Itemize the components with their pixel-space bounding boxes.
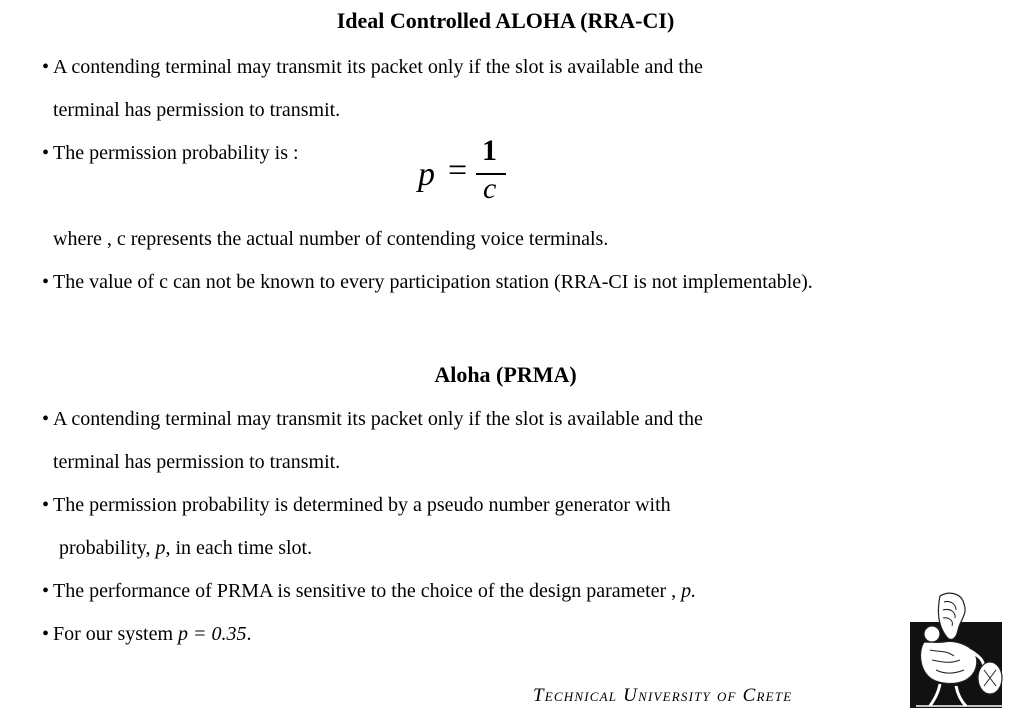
section1-bullet-2 (42, 141, 299, 165)
section1-bullet-1 (42, 55, 703, 79)
section2-line2: The permission probability is determined by a pseudo number generator with (53, 494, 671, 516)
bullet-icon: • (42, 580, 50, 602)
section2-bullet-1 (42, 407, 703, 431)
section2-line2-cont-b: , in each time slot. (165, 537, 313, 559)
section2-line1: A contending terminal may transmit its packet only if the slot is available and the (53, 408, 703, 430)
university-name: Technical University of Crete (533, 685, 793, 706)
bullet-icon: • (42, 56, 50, 78)
section2-line4-b: . (246, 623, 252, 645)
bullet-icon: • (42, 623, 50, 645)
section1-line1: A contending terminal may transmit its packet only if the slot is available and the (53, 56, 703, 78)
section2-bullet-3 (42, 579, 696, 603)
winged-figure-logo-icon (910, 590, 1016, 710)
section2-line2-continuation (59, 536, 312, 560)
section2-line1-continuation: terminal has permission to transmit. (53, 451, 341, 473)
section1-bullet-3 (42, 270, 813, 294)
parameter-p: p (155, 537, 166, 559)
system-p-value: p = 0.35 (178, 623, 247, 645)
formula-equals: = (448, 152, 468, 189)
bullet-icon: • (42, 142, 50, 164)
formula-lhs: p (418, 156, 435, 193)
parameter-p: p. (681, 580, 697, 602)
bullet-icon: • (42, 494, 50, 516)
formula-denominator: c (483, 172, 497, 205)
section2-line4-a: For our system (53, 623, 179, 645)
section2-line2-cont-a: probability, (59, 537, 156, 559)
section1-line3: The value of c can not be known to every participation station (RRA-CI is not implementable). (53, 271, 813, 293)
section1-title: Ideal Controlled ALOHA (RRA-CI) (336, 8, 675, 33)
section2-bullet-4 (42, 622, 252, 646)
section2-bullet-2 (42, 493, 671, 517)
bullet-icon: • (42, 408, 50, 430)
section1-line1-continuation: terminal has permission to transmit. (53, 99, 341, 121)
permission-probability-formula (418, 134, 518, 208)
section1-line2: The permission probability is : (53, 142, 299, 164)
bullet-icon: • (42, 271, 50, 293)
section2-line3-a: The performance of PRMA is sensitive to the choice of the design parameter , (53, 580, 682, 602)
section1-where-line: where , c represents the actual number of contending voice terminals. (53, 228, 609, 250)
section2-title: Aloha (PRMA) (434, 362, 577, 387)
formula-numerator: 1 (482, 134, 497, 167)
